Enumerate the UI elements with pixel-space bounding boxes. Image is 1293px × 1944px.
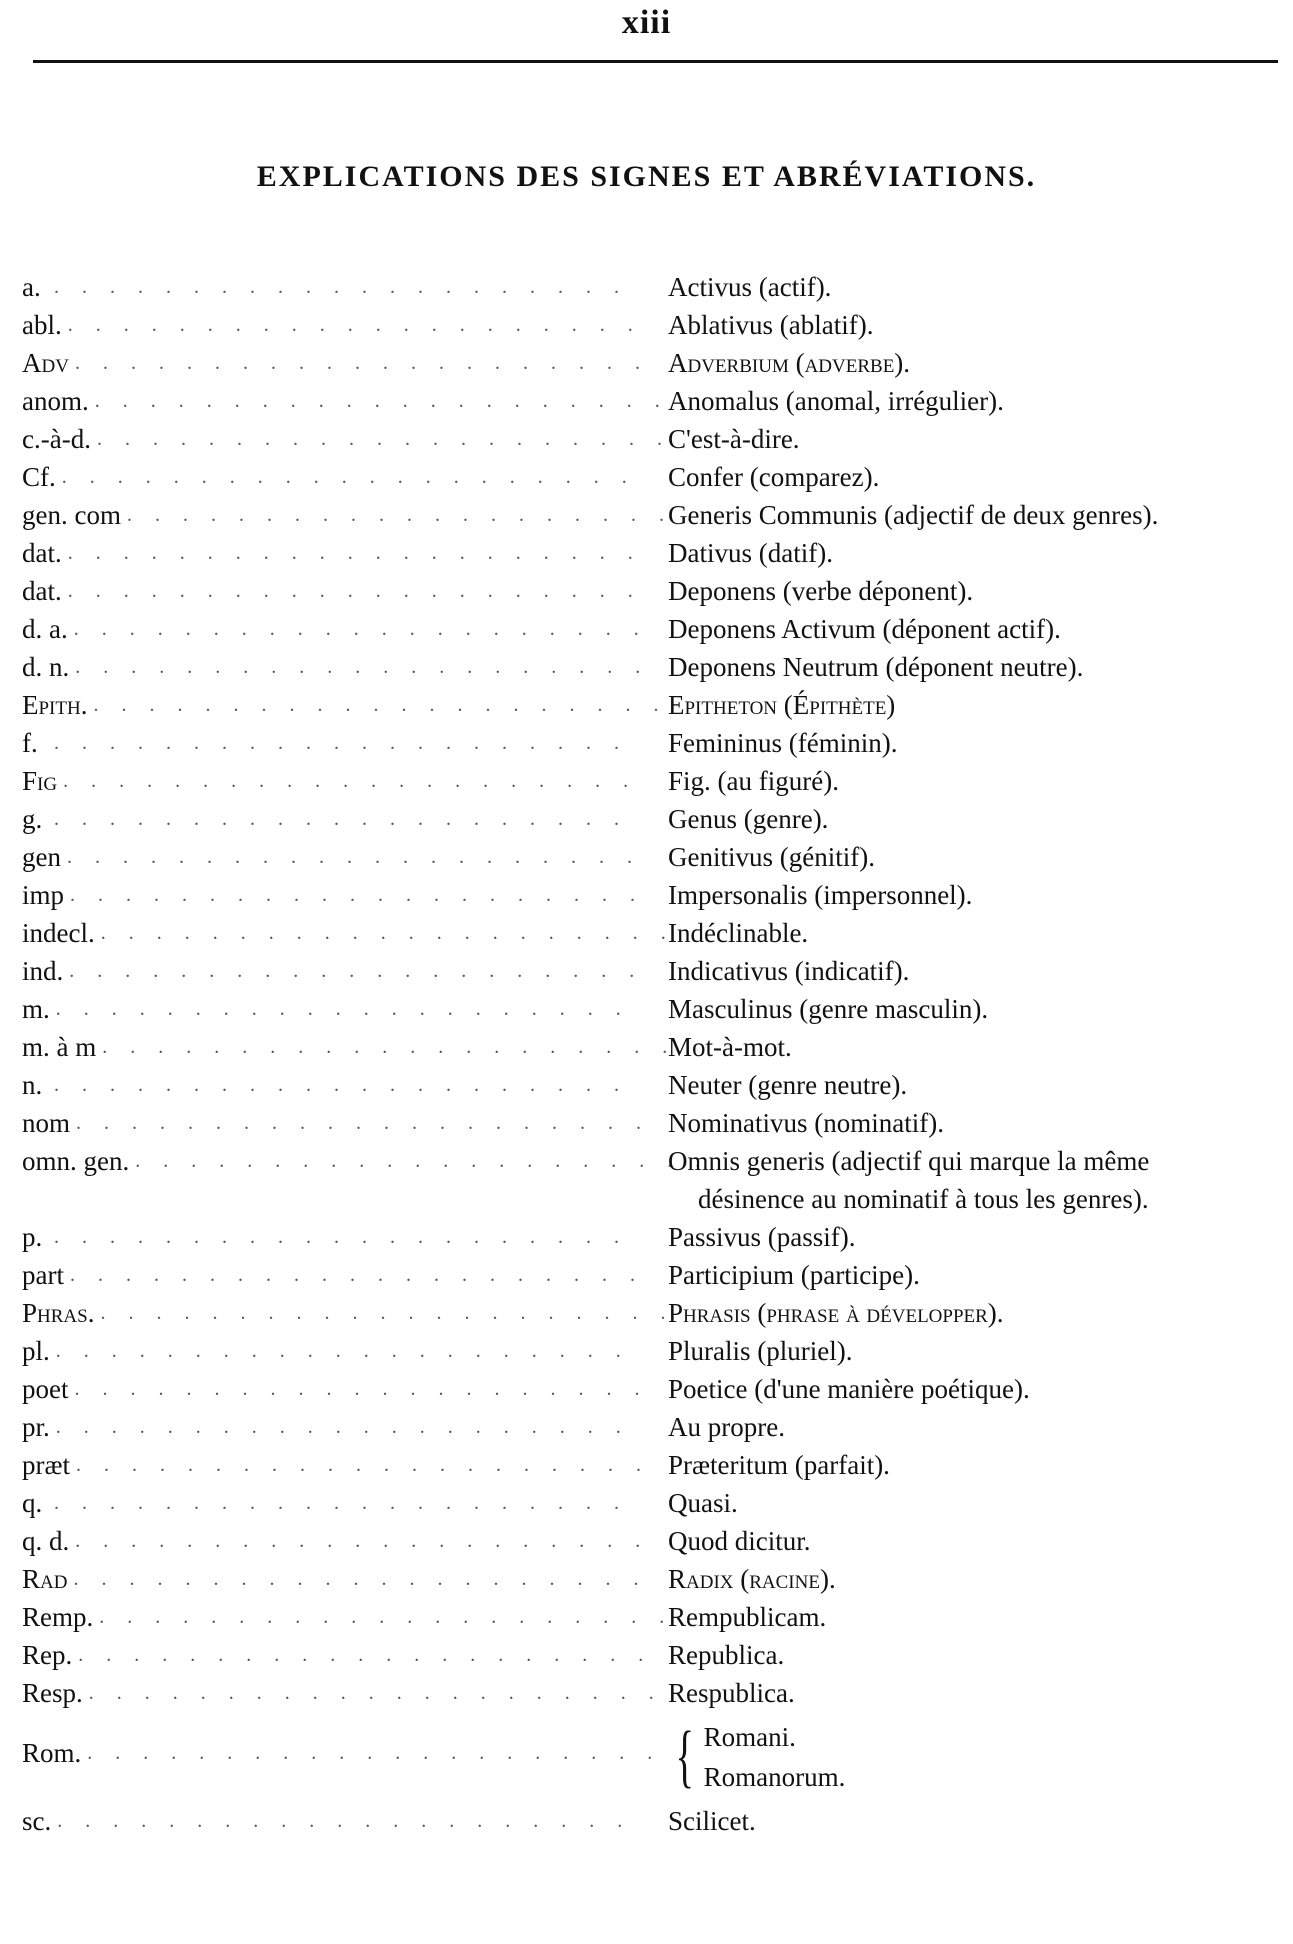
abbreviation: indecl. <box>22 918 95 948</box>
list-item <box>22 1294 1287 1332</box>
meaning: Epitheton (Épithète) <box>668 690 896 720</box>
list-item <box>22 914 1287 952</box>
list-item <box>22 420 1287 458</box>
meaning: Au propre. <box>668 1412 785 1442</box>
list-item <box>22 1560 1287 1598</box>
abbreviation: nom <box>22 1108 71 1138</box>
meaning: Deponens Activum (déponent actif). <box>668 614 1061 644</box>
meaning-line-1: Romani. <box>703 1722 796 1752</box>
meaning: Indéclinable. <box>668 918 809 948</box>
meaning: Indicativus (indicatif). <box>668 956 910 986</box>
abbreviation: Fig <box>22 766 58 796</box>
list-item <box>22 1218 1287 1256</box>
dot-leader: ..................... <box>67 542 656 564</box>
list-item <box>22 1446 1287 1484</box>
abbreviation: ind. <box>22 956 64 986</box>
meaning: Mot-à-mot. <box>668 1032 792 1062</box>
list-item <box>22 1522 1287 1560</box>
meaning: Ablativus (ablatif). <box>668 310 874 340</box>
meaning: Passivus (passif). <box>668 1222 856 1252</box>
abbreviation: q. <box>22 1488 43 1518</box>
dot-leader: ..................... <box>69 1264 658 1286</box>
abbreviation: pr. <box>22 1412 50 1442</box>
list-item <box>22 572 1287 610</box>
list-item <box>22 1142 1287 1218</box>
page-title: EXPLICATIONS DES SIGNES ET ABRÉVIATIONS. <box>256 160 1037 193</box>
list-item <box>22 952 1287 990</box>
abbreviation: n. <box>22 1070 43 1100</box>
list-item <box>22 1104 1287 1142</box>
meaning-line-2: désinence au nominatif à tous les genres). <box>698 1184 1149 1214</box>
list-item <box>22 1370 1287 1408</box>
abbreviation: pl. <box>22 1336 50 1366</box>
abbreviation: Cf. <box>22 462 56 492</box>
meaning: Rempublicam. <box>668 1602 827 1632</box>
dot-leader: ..................... <box>54 808 642 830</box>
dot-leader: ..................... <box>55 998 644 1020</box>
meaning: Republica. <box>668 1640 785 1670</box>
dot-leader: ..................... <box>100 1302 689 1324</box>
meaning: Anomalus (anomal, irrégulier). <box>668 386 1004 416</box>
list-item <box>22 648 1287 686</box>
dot-leader: ..................... <box>74 352 663 374</box>
list-item <box>22 990 1287 1028</box>
abbreviation: q. d. <box>22 1526 70 1556</box>
list-item <box>22 838 1287 876</box>
meaning: Nominativus (nominatif). <box>668 1108 944 1138</box>
meaning: Scilicet. <box>668 1806 756 1836</box>
meaning: C'est-à-dire. <box>668 424 800 454</box>
abbreviation: Adv <box>22 348 69 378</box>
meaning <box>642 1712 845 1802</box>
dot-leader: ..................... <box>75 656 664 678</box>
abbreviation: dat. <box>22 576 62 606</box>
meaning: Poetice (d'une manière poétique). <box>668 1374 1030 1404</box>
dot-leader: ..................... <box>96 428 685 450</box>
abbreviation: Epith. <box>22 690 88 720</box>
dot-leader: ..................... <box>61 466 650 488</box>
abbreviation: Rom. <box>22 1738 82 1768</box>
dot-leader: ..................... <box>99 1606 688 1628</box>
dot-leader: ..................... <box>88 1682 677 1704</box>
dot-leader: ..................... <box>75 1530 664 1552</box>
abbreviation: gen <box>22 842 61 872</box>
header-rule <box>33 60 1278 63</box>
dot-leader: ..................... <box>78 1644 667 1666</box>
dot-leader: ..................... <box>55 1340 644 1362</box>
list-item <box>22 800 1287 838</box>
list-item <box>22 1636 1287 1674</box>
brace-icon: { <box>675 1718 695 1795</box>
dot-leader: ..................... <box>126 504 715 526</box>
meaning: Respublica. <box>668 1678 795 1708</box>
dot-leader: ..................... <box>54 276 642 298</box>
abbreviation: sc. <box>22 1806 52 1836</box>
list-item <box>22 1598 1287 1636</box>
list-item <box>22 1484 1287 1522</box>
list-item <box>22 686 1287 724</box>
abbreviation: abl. <box>22 310 62 340</box>
list-item <box>22 1028 1287 1066</box>
meaning: Quod dicitur. <box>668 1526 811 1556</box>
dot-leader: ..................... <box>135 1150 724 1172</box>
meaning-line-1: Omnis generis (adjectif qui marque la même <box>668 1146 1150 1176</box>
list-item <box>22 306 1287 344</box>
meaning: Neuter (genre neutre). <box>668 1070 908 1100</box>
abbreviation: imp <box>22 880 65 910</box>
dot-leader: ..................... <box>74 1378 663 1400</box>
list-item <box>22 610 1287 648</box>
abbreviation: c.-à-d. <box>22 424 91 454</box>
abbreviation: d. a. <box>22 614 68 644</box>
dot-leader: ..................... <box>73 1568 662 1590</box>
list-item <box>22 1066 1287 1104</box>
dot-leader: ..................... <box>100 922 689 944</box>
dot-leader: ..................... <box>76 1454 665 1476</box>
abbreviation-list <box>22 268 1287 1840</box>
dot-leader: ..................... <box>73 618 662 640</box>
list-item <box>22 762 1287 800</box>
abbreviation: m. à m <box>22 1032 97 1062</box>
abbreviation: Rad <box>22 1564 68 1594</box>
list-item <box>22 1712 1287 1802</box>
meaning-line-2: Romanorum. <box>703 1762 846 1792</box>
dot-leader: ..................... <box>87 1742 676 1764</box>
dot-leader: ..................... <box>67 314 656 336</box>
abbreviation: g. <box>22 804 43 834</box>
abbreviation: dat. <box>22 538 62 568</box>
abbreviation: poet <box>22 1374 69 1404</box>
abbreviation: anom. <box>22 386 89 416</box>
meaning: Impersonalis (impersonnel). <box>668 880 973 910</box>
list-item <box>22 458 1287 496</box>
list-item <box>22 1802 1287 1840</box>
meaning: Præteritum (parfait). <box>668 1450 890 1480</box>
list-item <box>22 1674 1287 1712</box>
abbreviation: Remp. <box>22 1602 94 1632</box>
meaning: Confer (comparez). <box>668 462 880 492</box>
meaning: Pluralis (pluriel). <box>668 1336 853 1366</box>
list-item <box>22 1332 1287 1370</box>
meaning <box>642 1142 1287 1218</box>
dot-leader: ..................... <box>94 390 683 412</box>
dot-leader: ..................... <box>93 694 682 716</box>
abbreviation: f. <box>22 728 38 758</box>
list-item <box>22 1408 1287 1446</box>
meaning: Genitivus (génitif). <box>668 842 875 872</box>
abbreviation: a. <box>22 272 41 302</box>
abbreviation: Resp. <box>22 1678 83 1708</box>
dot-leader: ..................... <box>69 960 658 982</box>
meaning: Femininus (féminin). <box>668 728 898 758</box>
meaning: Deponens Neutrum (déponent neutre). <box>668 652 1084 682</box>
dot-leader: ..................... <box>54 1226 642 1248</box>
dot-leader: ..................... <box>57 1810 646 1832</box>
abbreviation: m. <box>22 994 50 1024</box>
dot-leader: ..................... <box>54 1074 642 1096</box>
abbreviation: Rep. <box>22 1640 73 1670</box>
meaning: Quasi. <box>668 1488 738 1518</box>
list-item <box>22 724 1287 762</box>
meaning: Participium (participe). <box>668 1260 920 1290</box>
list-item <box>22 1256 1287 1294</box>
list-item <box>22 876 1287 914</box>
dot-leader: ..................... <box>55 1416 644 1438</box>
meaning: Activus (actif). <box>668 272 832 302</box>
dot-leader: ..................... <box>54 1492 642 1514</box>
dot-leader: ..................... <box>67 580 656 602</box>
dot-leader: ..................... <box>102 1036 691 1058</box>
meaning: Masculinus (genre masculin). <box>668 994 989 1024</box>
meaning: Fig. (au figuré). <box>668 766 839 796</box>
meaning: Adverbium (adverbe). <box>668 348 911 378</box>
meaning: Dativus (datif). <box>668 538 833 568</box>
meaning: Phrasis (phrase à développer). <box>668 1298 1004 1328</box>
meaning: Radix (racine). <box>668 1564 836 1594</box>
meaning: Generis Communis (adjectif de deux genres). <box>668 500 1159 530</box>
page-number: xiii <box>621 4 672 41</box>
abbreviation: omn. gen. <box>22 1146 130 1176</box>
list-item <box>22 534 1287 572</box>
list-item <box>22 496 1287 534</box>
abbreviation: præt <box>22 1450 71 1480</box>
dot-leader: ..................... <box>63 770 652 792</box>
abbreviation: p. <box>22 1222 43 1252</box>
list-item <box>22 268 1287 306</box>
abbreviation: d. n. <box>22 652 70 682</box>
dot-leader: ..................... <box>54 732 642 754</box>
meaning: Genus (genre). <box>668 804 829 834</box>
abbreviation: part <box>22 1260 64 1290</box>
list-item <box>22 382 1287 420</box>
list-item <box>22 344 1287 382</box>
dot-leader: ..................... <box>76 1112 665 1134</box>
dot-leader: ..................... <box>70 884 659 906</box>
abbreviation: gen. com <box>22 500 121 530</box>
abbreviation: Phras. <box>22 1298 95 1328</box>
meaning: Deponens (verbe déponent). <box>668 576 974 606</box>
dot-leader: ..................... <box>66 846 655 868</box>
